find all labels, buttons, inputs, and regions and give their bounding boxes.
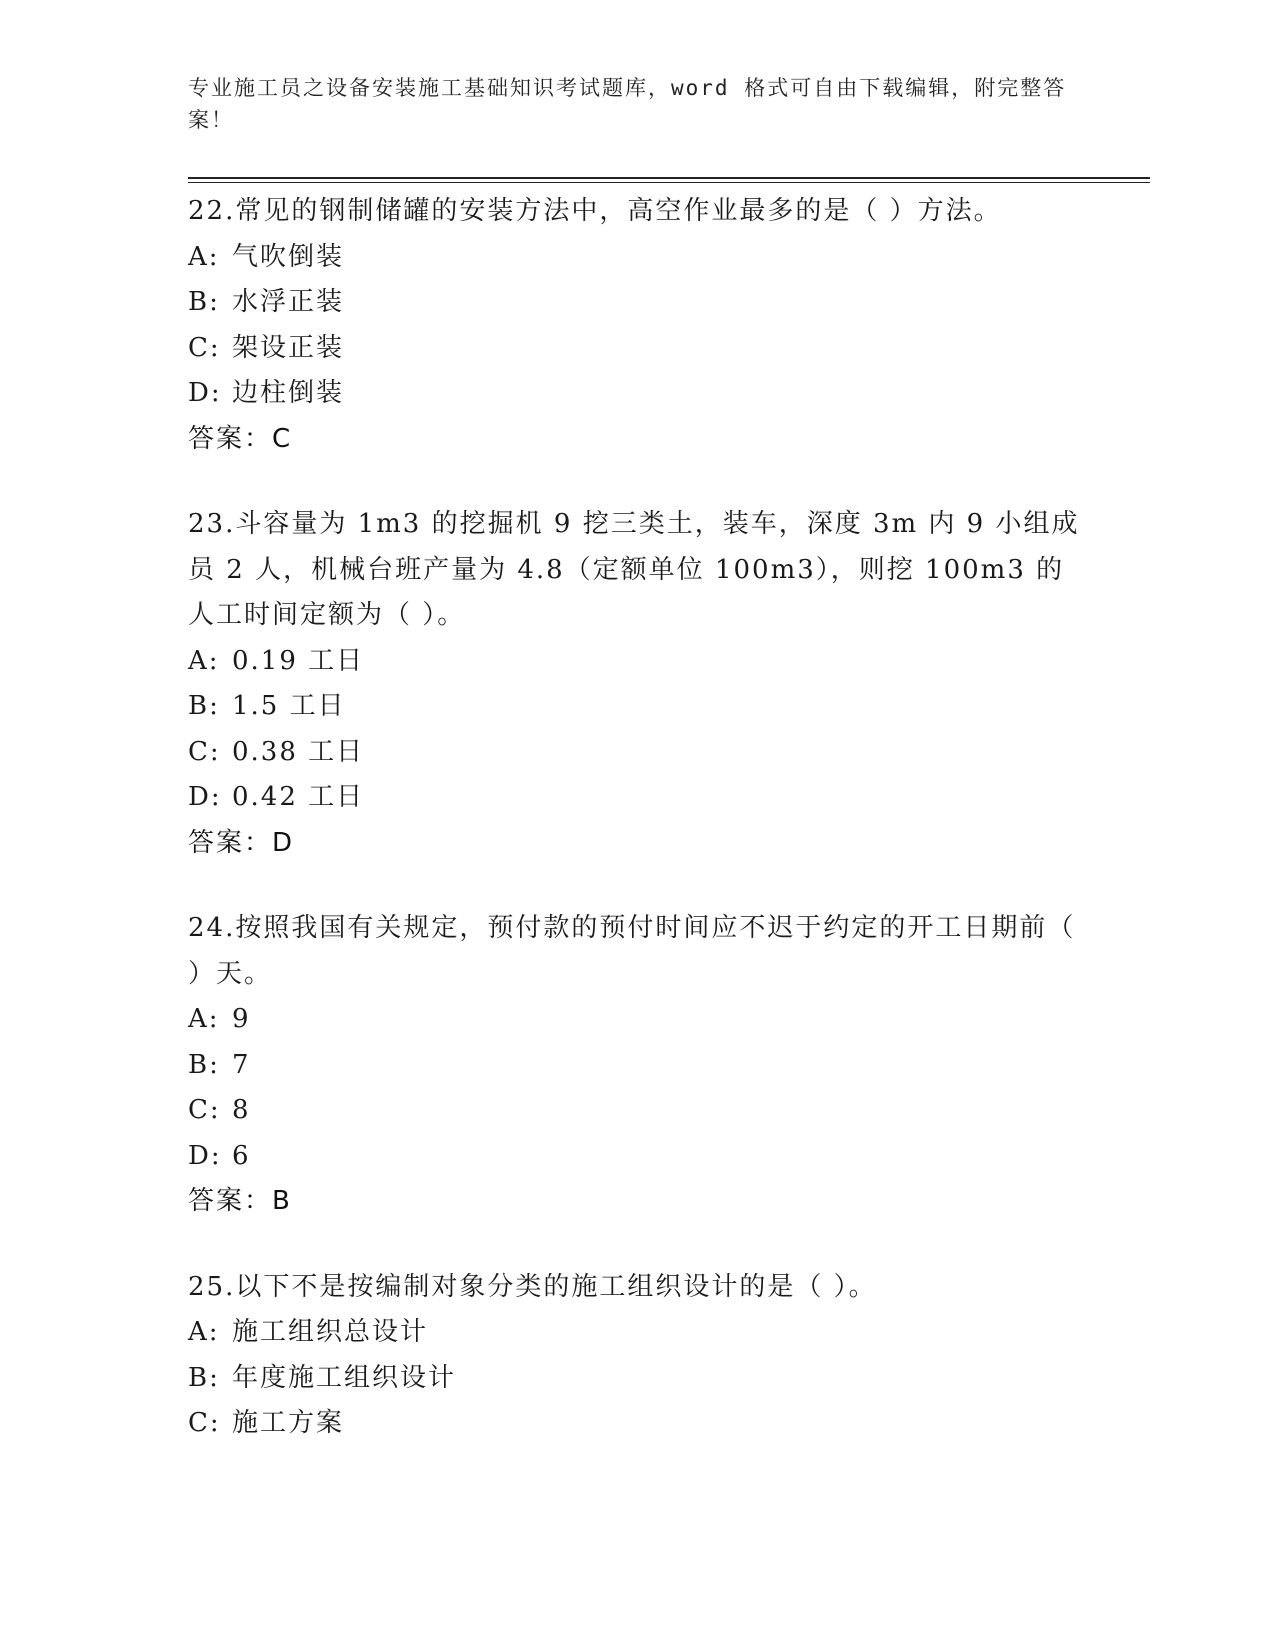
answer-line: 答案：B [188, 1186, 292, 1216]
option-text: 0.19 工日 [232, 645, 365, 676]
question-text: 24.按照我国有关规定，预付款的预付时间应不迟于约定的开工日期前（ ）天。 [188, 913, 1076, 989]
option-text: 7 [232, 1049, 251, 1080]
document-header [188, 72, 1068, 136]
option-label: B: [188, 1362, 220, 1393]
option-label: A: [188, 645, 220, 676]
option-text: 水浮正装 [232, 287, 345, 317]
option-c [188, 1401, 1088, 1447]
question-23 [188, 502, 1088, 866]
option-d [188, 371, 1088, 417]
option-text: 气吹倒装 [232, 241, 345, 272]
option-label: B: [188, 287, 220, 317]
option-text: 边柱倒装 [232, 378, 345, 408]
option-label: C: [188, 1408, 221, 1438]
option-label: A: [188, 1004, 220, 1034]
question-list [188, 189, 1088, 1487]
option-label: B: [188, 1049, 220, 1080]
option-text: 1.5 工日 [232, 691, 346, 721]
option-a [188, 639, 1088, 685]
option-text: 0.42 工日 [232, 782, 365, 812]
option-b [188, 684, 1088, 730]
option-text: 9 [232, 1004, 251, 1034]
option-c [188, 326, 1088, 372]
option-label: C: [188, 736, 221, 767]
option-b [188, 1043, 1088, 1089]
header-intro-text: 专业施工员之设备安装施工基础知识考试题库，word 格式可自由下载编辑，附完整答案！ [188, 76, 1067, 132]
option-label: D: [188, 378, 222, 408]
option-c [188, 1088, 1088, 1134]
option-d [188, 775, 1088, 821]
option-b [188, 280, 1088, 326]
question-text: 22.常见的钢制储罐的安装方法中，高空作业最多的是（ ）方法。 [188, 196, 1002, 226]
question-22 [188, 189, 1088, 462]
option-text: 8 [232, 1095, 251, 1125]
option-label: B: [188, 691, 220, 721]
option-text: 0.38 工日 [232, 736, 365, 767]
option-label: A: [188, 1317, 220, 1347]
option-label: A: [188, 241, 220, 272]
question-24 [188, 906, 1088, 1225]
option-label: C: [188, 1095, 221, 1125]
question-25 [188, 1265, 1088, 1447]
option-c [188, 730, 1088, 776]
answer-line: 答案：D [188, 827, 295, 858]
option-a [188, 1310, 1088, 1356]
option-label: D: [188, 1140, 222, 1171]
option-b [188, 1356, 1088, 1402]
option-text: 6 [232, 1140, 251, 1171]
option-label: D: [188, 782, 222, 812]
option-text: 年度施工组织设计 [232, 1362, 457, 1393]
option-a [188, 235, 1088, 281]
option-d [188, 1134, 1088, 1180]
header-divider-thick [188, 177, 1150, 179]
header-divider-thin [188, 182, 1150, 183]
answer-line: 答案：C [188, 423, 293, 454]
option-text: 施工组织总设计 [232, 1317, 429, 1347]
question-text: 23.斗容量为 1m3 的挖掘机 9 挖三类土，装车，深度 3m 内 9 小组成员 2 人，机械台班产量为 4.8（定额单位 100m3），则挖 100m3 的人工时间定额为（ ）。 [188, 509, 1080, 630]
option-text: 施工方案 [232, 1408, 345, 1438]
option-a [188, 997, 1088, 1043]
option-label: C: [188, 332, 221, 363]
option-text: 架设正装 [232, 332, 345, 363]
question-text: 25.以下不是按编制对象分类的施工组织设计的是（ ）。 [188, 1271, 877, 1302]
